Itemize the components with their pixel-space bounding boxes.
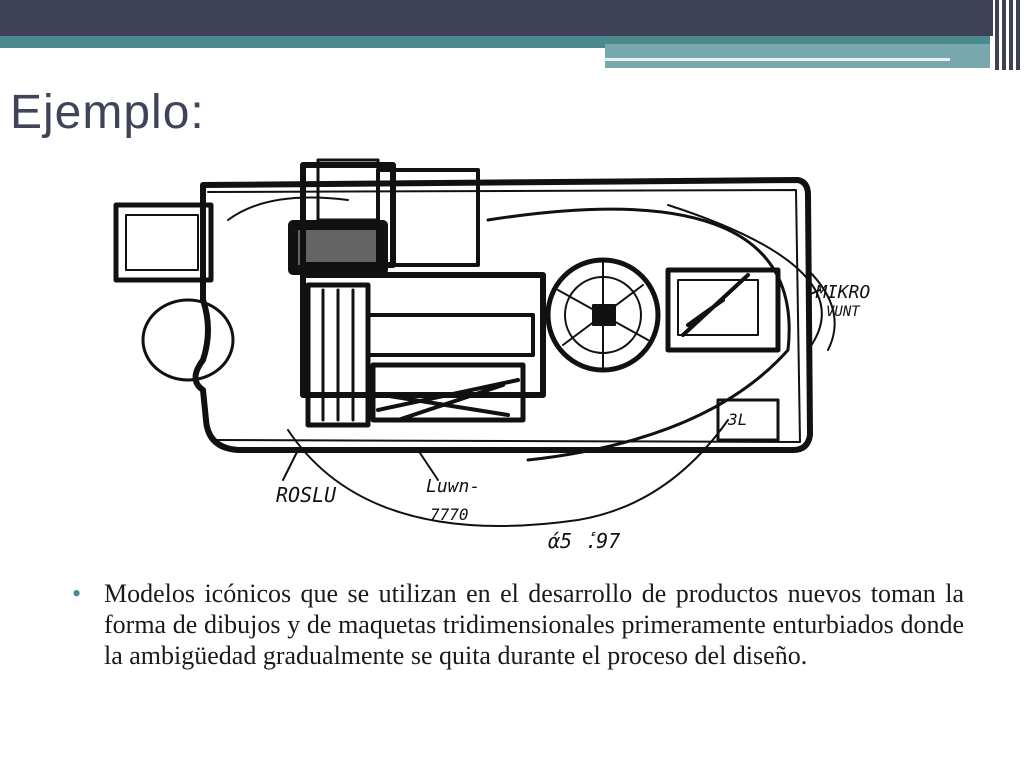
sketch-label-bottom-right: ά5 .ٔ97 bbox=[548, 529, 621, 553]
slide-title: Ejemplo: bbox=[10, 86, 205, 139]
sketch-label-luwn: Luwn- bbox=[426, 476, 481, 497]
sketch-label-7770: 7770 bbox=[430, 505, 469, 524]
sketch-label-mikro: MIKRO bbox=[816, 282, 871, 303]
sketch-label-roslu: ROSLU bbox=[276, 483, 337, 507]
header-stripes bbox=[993, 0, 1024, 70]
bullet-marker: • bbox=[72, 579, 82, 608]
device-sketch-image bbox=[108, 150, 908, 560]
bullet-item bbox=[72, 578, 964, 671]
header-accent-line bbox=[605, 58, 950, 61]
bullet-text: Modelos icónicos que se utilizan en el desarrollo de productos nuevos toman la forma de dibujos y de maquetas tridimensionales primeramente enturbiados donde la ambigüedad gradualmente se quita durante el proceso del diseño. bbox=[104, 579, 964, 670]
header-accent-block bbox=[605, 44, 990, 68]
sketch-label-vunt: VUNT bbox=[826, 304, 860, 320]
header-bar bbox=[0, 0, 1024, 36]
sketch-label-3l: 3L bbox=[728, 410, 748, 429]
